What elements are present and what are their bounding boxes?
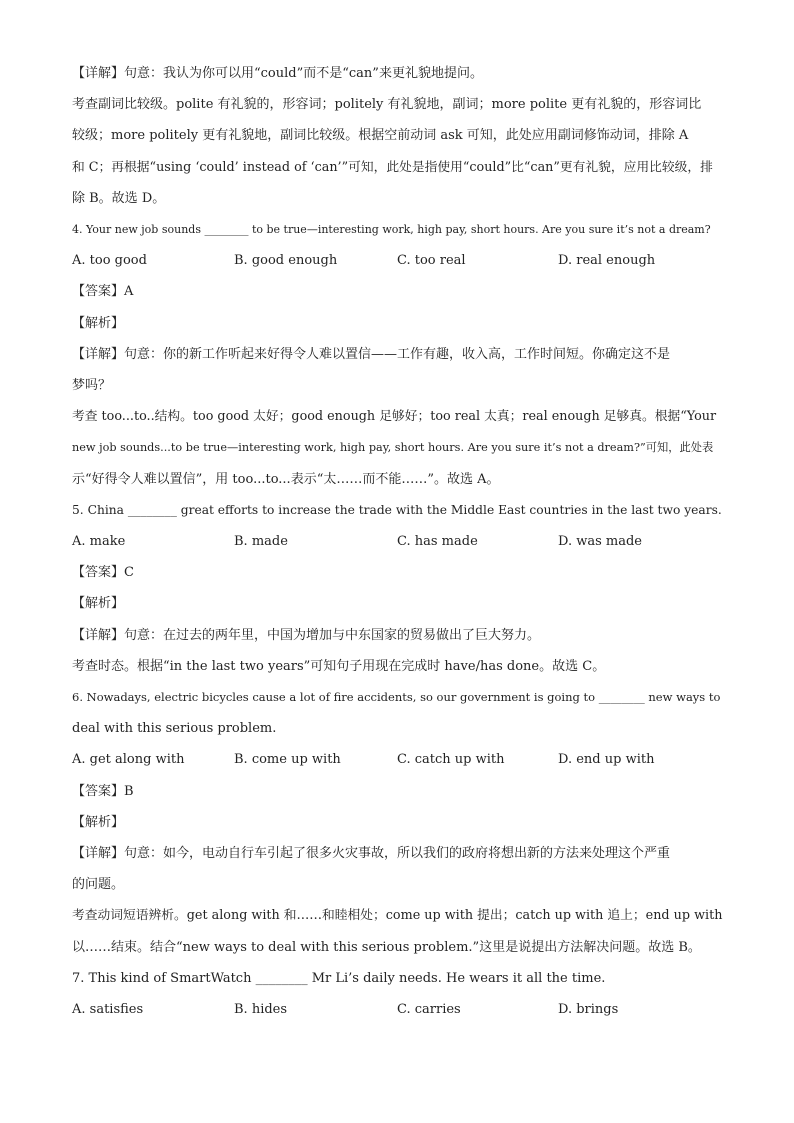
text-line: 梦吗？ <box>72 378 112 394</box>
text-line: 【详解】句意：在过去的两年里，中国为增加与中东国家的贸易做出了巨大努力。 <box>72 627 541 643</box>
answer-options-row <box>72 744 724 775</box>
text-line: 考查时态。根据“in the last two years”可知句子用现在完成时 have/has done。故选 C。 <box>72 658 606 674</box>
document-page <box>72 58 724 1025</box>
answer-option: C. catch up with <box>397 752 505 768</box>
answer-option: B. good enough <box>234 253 338 269</box>
text-line: 【答案】A <box>72 284 134 300</box>
text-line: 示“好得令人难以置信”，用 too...to...表示“太……而不能……”。故选 A。 <box>72 471 500 487</box>
text-line: 考查 too...to..结构。too good 太好；good enough 足够好；too real 太真；real enough 足够真。根据“Your <box>72 409 717 425</box>
answer-options-row <box>72 245 724 276</box>
text-line: 6. Nowadays, electric bicycles cause a lot of fire accidents, so our government is going to ________ new ways to <box>72 690 721 705</box>
text-line: 以……结束。结合“new ways to deal with this serious problem.”这里是说提出方法解决问题。故选 B。 <box>72 939 701 955</box>
text-line: new job sounds...to be true—interesting work, high pay, short hours. Are you sure it’s not a dream?”可知，此处表 <box>72 441 714 455</box>
answer-options-row <box>72 994 724 1025</box>
text-line: 【答案】B <box>72 783 134 799</box>
answer-option: A. too good <box>72 253 147 269</box>
answer-option: C. has made <box>397 534 478 550</box>
text-line: 【详解】句意：你的新工作听起来好得令人难以置信——工作有趣，收入高，工作时间短。你确定这不是 <box>72 346 671 362</box>
text-line: 除 B。故选 D。 <box>72 190 166 206</box>
text-line: 5. China ________ great efforts to increase the trade with the Middle East countries in the last two years. <box>72 502 722 517</box>
text-line: 较级；more politely 更有礼貌地，副词比较级。根据空前动词 ask 可知，此处应用副词修饰动词，排除 A <box>72 128 689 144</box>
text-line: 【解析】 <box>72 814 125 830</box>
text-line: 【详解】句意：我认为你可以用“could”而不是“can”来更礼貌地提问。 <box>72 66 483 81</box>
text-line: 【解析】 <box>72 596 125 612</box>
answer-option: A. make <box>72 534 126 550</box>
answer-option: B. hides <box>234 1002 288 1018</box>
text-line: 和 C；再根据“using ‘could’ instead of ‘can’”可知，此处是指使用“could”比“can”更有礼貌，应用比较级，排 <box>72 159 713 175</box>
answer-option: B. come up with <box>234 752 341 768</box>
answer-option: D. real enough <box>558 253 656 269</box>
text-line: 【解析】 <box>72 315 125 331</box>
answer-option: B. made <box>234 534 288 550</box>
answer-option: D. was made <box>558 534 642 550</box>
text-line: 考查动词短语辨析。get along with 和……和睦相处；come up with 提出；catch up with 追上；end up with <box>72 908 723 924</box>
answer-option: A. get along with <box>72 752 185 768</box>
text-line: deal with this serious problem. <box>72 721 277 737</box>
text-line: 4. Your new job sounds ________ to be true—interesting work, high pay, short hours. Are you sure it’s not a dream? <box>72 223 711 237</box>
answer-option: D. end up with <box>558 752 655 768</box>
text-line: 的问题。 <box>72 877 125 893</box>
answer-option: C. too real <box>397 253 466 269</box>
answer-option: A. satisfies <box>72 1002 144 1018</box>
text-line: 考查副词比较级。polite 有礼貌的，形容词；politely 有礼貌地，副词；more polite 更有礼貌的，形容词比 <box>72 97 702 113</box>
text-line: 【答案】C <box>72 565 134 581</box>
answer-options-row <box>72 526 724 557</box>
answer-option: D. brings <box>558 1002 619 1018</box>
text-line: 【详解】句意：如今，电动自行车引起了很多火灾事故，所以我们的政府将想出新的方法来处理这个严重 <box>72 846 671 862</box>
text-line: 7. This kind of SmartWatch ________ Mr Li’s daily needs. He wears it all the time. <box>72 970 606 986</box>
answer-option: C. carries <box>397 1002 461 1018</box>
